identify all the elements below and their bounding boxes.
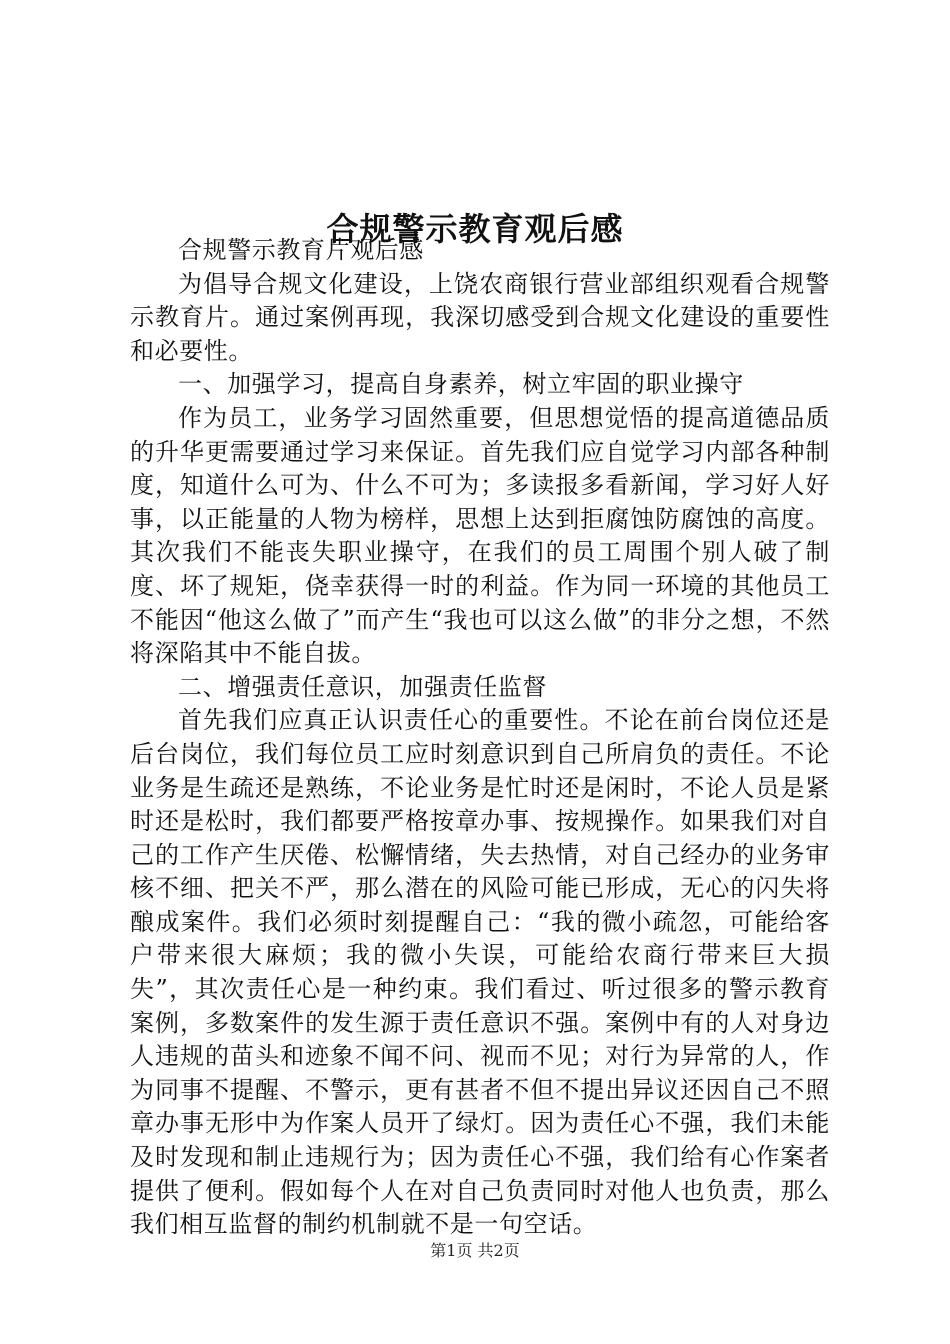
subtitle-paragraph: 合规警示教育片观后感 — [178, 236, 424, 264]
page-footer: 第1页 共2页 — [430, 1241, 520, 1260]
section-heading-1: 一、加强学习，提高自身素养，树立牢固的职业操守 — [178, 370, 744, 399]
section-heading-2: 二、增强责任意识，加强责任监督 — [178, 672, 547, 701]
document-title: 合规警示教育观后感 — [326, 210, 624, 249]
section-2-paragraph: 首先我们应真正认识责任心的重要性。不论在前台岗位还是后台岗位，我们每位员工应时刻意识到自己所肩负的责任。不论业务是生疏还是熟练，不论业务是忙时还是闲时，不论人员是紧时还是松时，我们都要严格按章办事、按规操作。如果我们对自己的工作产生厌倦、松懈情绪，失去热情，对自己经办的业务审核不细、把关不严，那么潜在的风险可能已形成，无心的闪失将酿成案件。我们必须时刻提醒自己：“我的微小疏忽，可能给客户带来很大麻烦；我的微小失误，可能给农商行带来巨大损失”，其次责任心是一种约束。我们看过、听过很多的警示教育案例，多数案件的发生源于责任意识不强。案例中有的人对身边人违规的苗头和迹象不闻不问、视而不见；对行为异常的人，作为同事不提醒、不警示，更有甚者不但不提出异议还因自己不照章办事无形中为作案人员开了绿灯。因为责任心不强，我们未能及时发现和制止违规行为；因为责任心不强，我们给有心作案者提供了便利。假如每个人在对自己负责同时对他人也负责，那么我们相互监督的制约机制就不是一句空话。 — [130, 706, 830, 1239]
document-body — [130, 234, 830, 1242]
intro-paragraph: 为倡导合规文化建设，上饶农商银行营业部组织观看合规警示教育片。通过案例再现，我深切感受到合规文化建设的重要性和必要性。 — [130, 269, 830, 365]
section-1-paragraph: 作为员工，业务学习固然重要，但思想觉悟的提高道德品质的升华更需要通过学习来保证。首先我们应自觉学习内部各种制度，知道什么可为、什么不可为；多读报多看新闻，学习好人好事，以正能量的人物为榜样，思想上达到拒腐蚀防腐蚀的高度。其次我们不能丧失职业操守，在我们的员工周围个别人破了制度、坏了规矩，侥幸获得一时的利益。作为同一环境的其他员工不能因“他这么做了”而产生“我也可以这么做”的非分之想，不然将深陷其中不能自拔。 — [130, 403, 830, 668]
